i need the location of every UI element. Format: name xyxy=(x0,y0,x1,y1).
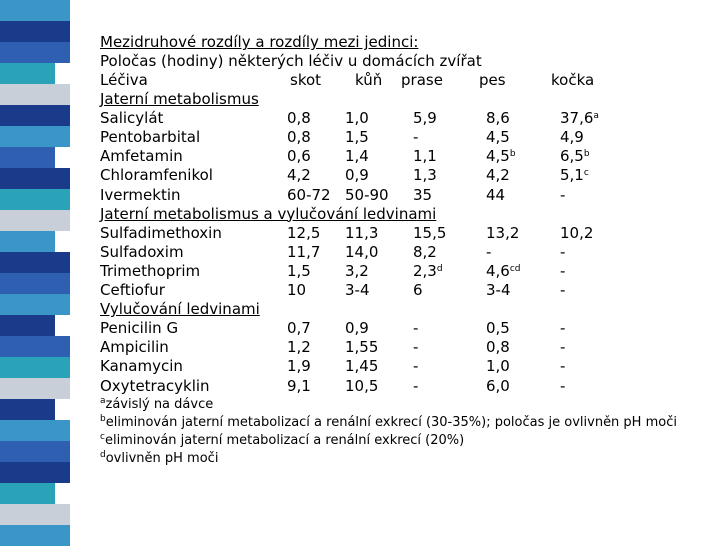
stripe xyxy=(0,273,70,294)
value-horse: 10,5 xyxy=(345,376,379,395)
value-cattle: 1,2 xyxy=(287,338,311,357)
value-dog: 0,8 xyxy=(486,338,510,357)
header-cat: kočka xyxy=(551,71,595,89)
stripe xyxy=(0,441,70,462)
value-horse: 1,5 xyxy=(345,128,369,147)
footnote-text: eliminován jaterní metabolizací a renální exkrecí (20%) xyxy=(104,433,465,448)
stripe xyxy=(0,189,70,210)
value-cat: - xyxy=(560,319,566,338)
value-pig: 35 xyxy=(413,185,433,204)
value-cat-footnote-mark: a xyxy=(593,111,599,122)
value-cat: 4,9 xyxy=(560,128,584,147)
drug-name: Ampicilin xyxy=(100,338,169,357)
drug-name: Penicilin G xyxy=(100,319,179,338)
value-cat: - xyxy=(560,281,566,299)
value-cat: - xyxy=(560,261,566,280)
footnote xyxy=(100,450,218,467)
value-cat: - xyxy=(560,185,566,204)
drug-name: Trimethoprim xyxy=(100,261,201,280)
drug-name: Amfetamin xyxy=(100,147,183,166)
stripe xyxy=(0,21,70,42)
stripe xyxy=(0,378,70,399)
drug-name: Pentobarbital xyxy=(100,128,201,147)
value-pig: 1,3 xyxy=(413,166,437,185)
value-dog: 4,2 xyxy=(486,166,510,185)
value-cat: 37,6$^a$ xyxy=(560,109,599,128)
value-horse: 0,9 xyxy=(345,319,369,338)
drug-name: Chloramfenikol xyxy=(100,166,213,185)
value-pig: 5,9 xyxy=(413,109,437,128)
value-pig: 2,3$^d$ xyxy=(413,261,443,280)
stripe xyxy=(0,483,55,504)
drug-name: Sulfadimethoxin xyxy=(100,223,222,242)
value-dog: 3-4 xyxy=(486,281,511,299)
value-cattle: 12,5 xyxy=(287,223,321,242)
value-cattle: 4,2 xyxy=(287,166,311,185)
value-dog: 4,5 xyxy=(486,128,510,147)
value-pig: 1,1 xyxy=(413,147,437,166)
footnote-text: závislý na dávce xyxy=(105,397,214,412)
footnote-mark: c xyxy=(100,432,105,442)
value-pig: - xyxy=(413,376,419,395)
drug-name: Ivermektin xyxy=(100,185,181,204)
value-horse: 14,0 xyxy=(345,242,379,261)
stripe xyxy=(0,0,70,21)
value-dog: 13,2 xyxy=(486,223,520,242)
stripe xyxy=(0,84,70,105)
footnote xyxy=(100,432,464,449)
value-cattle: 0,8 xyxy=(287,109,311,128)
footnote xyxy=(100,396,213,413)
value-pig: - xyxy=(413,128,419,147)
drug-name: Salicylát xyxy=(100,109,164,128)
value-cattle: 60-72 xyxy=(287,185,331,204)
header-drug: Léčiva xyxy=(100,71,148,89)
stripe xyxy=(0,42,70,63)
value-cattle: 0,6 xyxy=(287,147,311,166)
stripe xyxy=(0,294,70,315)
value-cattle: 1,5 xyxy=(287,261,311,280)
value-cattle: 11,7 xyxy=(287,242,321,261)
value-dog: 6,0 xyxy=(486,376,510,395)
footnote-text: eliminován jaterní metabolizací a renální exkrecí (30-35%); poločas je ovlivněn pH moči xyxy=(105,415,677,430)
value-cat-footnote-mark: c xyxy=(583,168,589,179)
stripe xyxy=(0,525,70,546)
value-dog: 8,6 xyxy=(486,109,510,128)
value-cat-footnote-mark: b xyxy=(583,149,590,160)
section-label: Jaterní metabolismus xyxy=(100,90,259,108)
value-pig: - xyxy=(413,338,419,357)
value-cat: - xyxy=(560,376,566,395)
value-cat: - xyxy=(560,242,566,261)
section-label: Vylučování ledvinami xyxy=(100,300,260,319)
value-dog-footnote-mark: b xyxy=(509,149,516,160)
stripe xyxy=(0,231,55,252)
stripe xyxy=(0,357,70,378)
drug-name: Oxytetracyklin xyxy=(100,376,210,395)
value-cattle: 0,7 xyxy=(287,319,311,338)
header-dog: pes xyxy=(479,71,506,89)
stripe xyxy=(0,252,70,273)
value-horse: 3-4 xyxy=(345,281,370,299)
value-horse: 0,9 xyxy=(345,166,369,185)
value-pig-footnote-mark: d xyxy=(436,263,443,274)
value-horse: 1,55 xyxy=(345,338,379,357)
drug-name: Ceftiofur xyxy=(100,281,165,299)
stripe xyxy=(0,462,70,483)
value-cattle: 0,8 xyxy=(287,128,311,147)
header-horse: kůň xyxy=(355,71,383,89)
title-line-1: Mezidruhové rozdíly a rozdíly mezi jedinci: xyxy=(100,33,419,51)
stripe xyxy=(0,210,70,231)
value-horse: 1,4 xyxy=(345,147,369,166)
value-dog: 1,0 xyxy=(486,357,510,376)
stripe xyxy=(0,63,55,84)
footnote-mark: a xyxy=(100,396,106,406)
stripe xyxy=(0,168,70,189)
stripe xyxy=(0,126,70,147)
value-horse: 11,3 xyxy=(345,223,379,242)
header-cattle: skot xyxy=(290,71,322,89)
value-cat: - xyxy=(560,338,566,357)
value-pig: - xyxy=(413,319,419,338)
drug-name: Sulfadoxim xyxy=(100,242,184,261)
stripe xyxy=(0,504,70,525)
value-pig: - xyxy=(413,357,419,376)
stripe xyxy=(0,105,70,126)
value-pig: 15,5 xyxy=(413,223,447,242)
title-line-2: Poločas (hodiny) některých léčiv u domácích zvířat xyxy=(100,52,482,70)
header-pig: prase xyxy=(401,71,443,89)
value-dog: 4,6$^{cd}$ xyxy=(486,261,521,280)
value-horse: 50-90 xyxy=(345,185,389,204)
footnote-mark: d xyxy=(100,450,106,460)
stripe xyxy=(0,315,55,336)
stripe xyxy=(0,399,55,420)
value-cattle: 9,1 xyxy=(287,376,311,395)
footnote-text: ovlivněn pH moči xyxy=(105,451,219,466)
value-cat: 10,2 xyxy=(560,223,594,242)
value-cat: 6,5$^b$ xyxy=(560,147,590,166)
footnote xyxy=(100,414,677,431)
value-dog: 44 xyxy=(486,185,506,204)
decorative-stripes xyxy=(0,0,70,540)
value-horse: 1,0 xyxy=(345,109,369,128)
value-cat: 5,1$^c$ xyxy=(560,166,589,185)
stripe xyxy=(0,147,55,168)
value-cattle: 10 xyxy=(287,281,307,299)
value-dog: - xyxy=(486,242,492,261)
value-dog: 4,5$^b$ xyxy=(486,147,516,166)
value-horse: 1,45 xyxy=(345,357,379,376)
value-cat: - xyxy=(560,357,566,376)
footnote-mark: b xyxy=(100,414,106,424)
value-pig: 8,2 xyxy=(413,242,437,261)
value-cattle: 1,9 xyxy=(287,357,311,376)
value-pig: 6 xyxy=(413,281,423,299)
stripe xyxy=(0,336,70,357)
section-label: Jaterní metabolismus a vylučování ledvinami xyxy=(100,204,437,223)
value-horse: 3,2 xyxy=(345,261,369,280)
value-dog-footnote-mark: cd xyxy=(509,263,521,274)
value-dog: 0,5 xyxy=(486,319,510,338)
stripe xyxy=(0,420,70,441)
drug-name: Kanamycin xyxy=(100,357,183,376)
